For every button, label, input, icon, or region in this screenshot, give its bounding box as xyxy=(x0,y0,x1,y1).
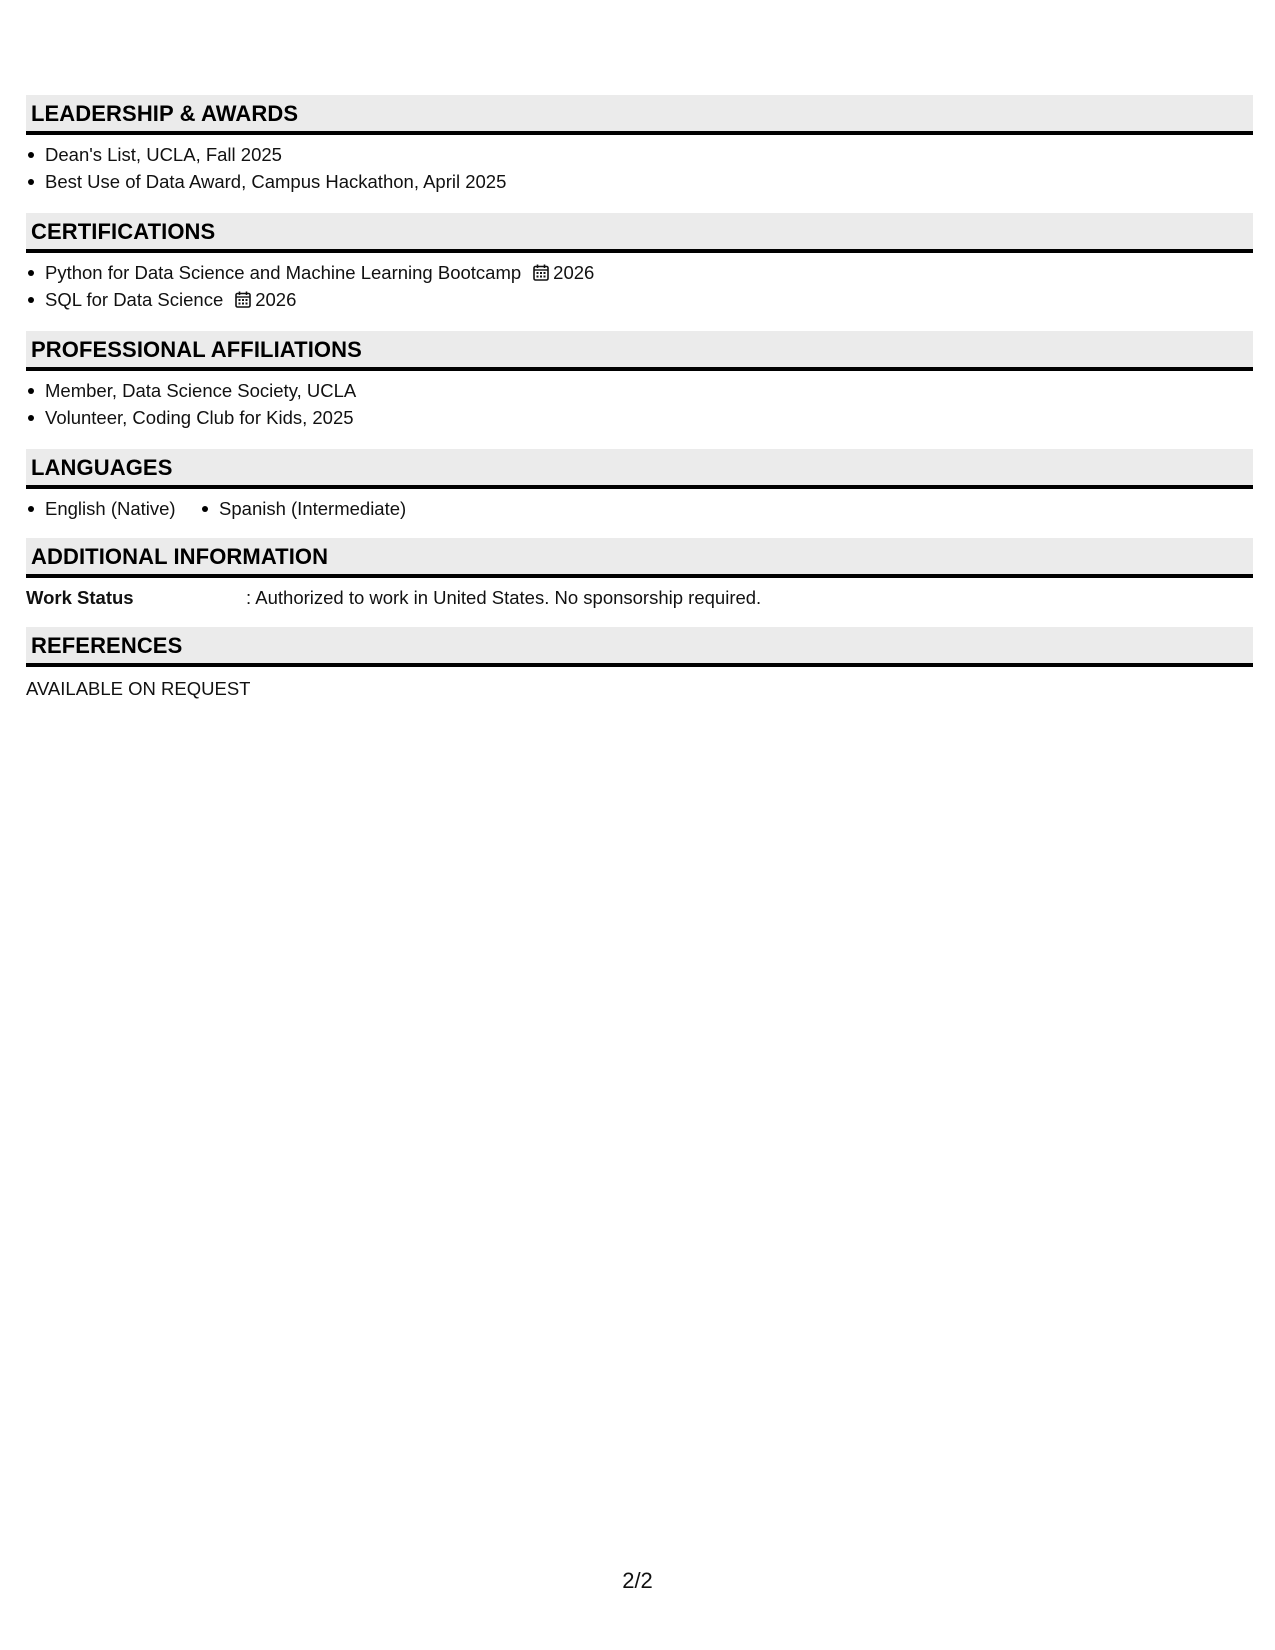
section-languages xyxy=(26,449,1253,522)
work-status-row xyxy=(26,578,1253,611)
section-title: LANGUAGES xyxy=(26,449,1253,489)
section-title: ADDITIONAL INFORMATION xyxy=(26,538,1253,578)
list-item: Member, Data Science Society, UCLA xyxy=(26,377,1253,404)
certification-name: SQL for Data Science xyxy=(45,289,224,310)
info-label: Work Status xyxy=(26,587,134,608)
list-item: Dean's List, UCLA, Fall 2025 xyxy=(26,141,1253,168)
language-item: Spanish (Intermediate) xyxy=(200,495,406,522)
awards-list xyxy=(26,135,1253,195)
section-references xyxy=(26,627,1253,702)
certification-year: 2026 xyxy=(255,289,297,310)
language-item: English (Native) xyxy=(26,495,176,522)
section-professional-affiliations xyxy=(26,331,1253,431)
page-number: 2/2 xyxy=(622,1568,653,1593)
info-value: : Authorized to work in United States. No sponsorship required. xyxy=(246,587,762,608)
certification-year: 2026 xyxy=(553,262,595,283)
section-title: LEADERSHIP & AWARDS xyxy=(26,95,1253,135)
list-item: Volunteer, Coding Club for Kids, 2025 xyxy=(26,404,1253,431)
section-title: PROFESSIONAL AFFILIATIONS xyxy=(26,331,1253,371)
certification-date xyxy=(533,259,594,286)
affiliations-list xyxy=(26,371,1253,431)
list-item xyxy=(26,286,1253,313)
section-title: REFERENCES xyxy=(26,627,1253,667)
section-certifications xyxy=(26,213,1253,313)
list-item: Best Use of Data Award, Campus Hackathon, April 2025 xyxy=(26,168,1253,195)
section-leadership-awards xyxy=(26,95,1253,195)
list-item xyxy=(26,259,1253,286)
section-additional-information xyxy=(26,538,1253,611)
calendar-icon xyxy=(533,264,549,281)
calendar-icon xyxy=(235,291,251,308)
certification-name: Python for Data Science and Machine Learning Bootcamp xyxy=(45,262,522,283)
references-text: AVAILABLE ON REQUEST xyxy=(26,678,251,699)
certification-date xyxy=(235,286,296,313)
section-title: CERTIFICATIONS xyxy=(26,213,1253,253)
languages-list xyxy=(26,489,1253,522)
resume-page xyxy=(26,95,1253,702)
certifications-list xyxy=(26,253,1253,313)
